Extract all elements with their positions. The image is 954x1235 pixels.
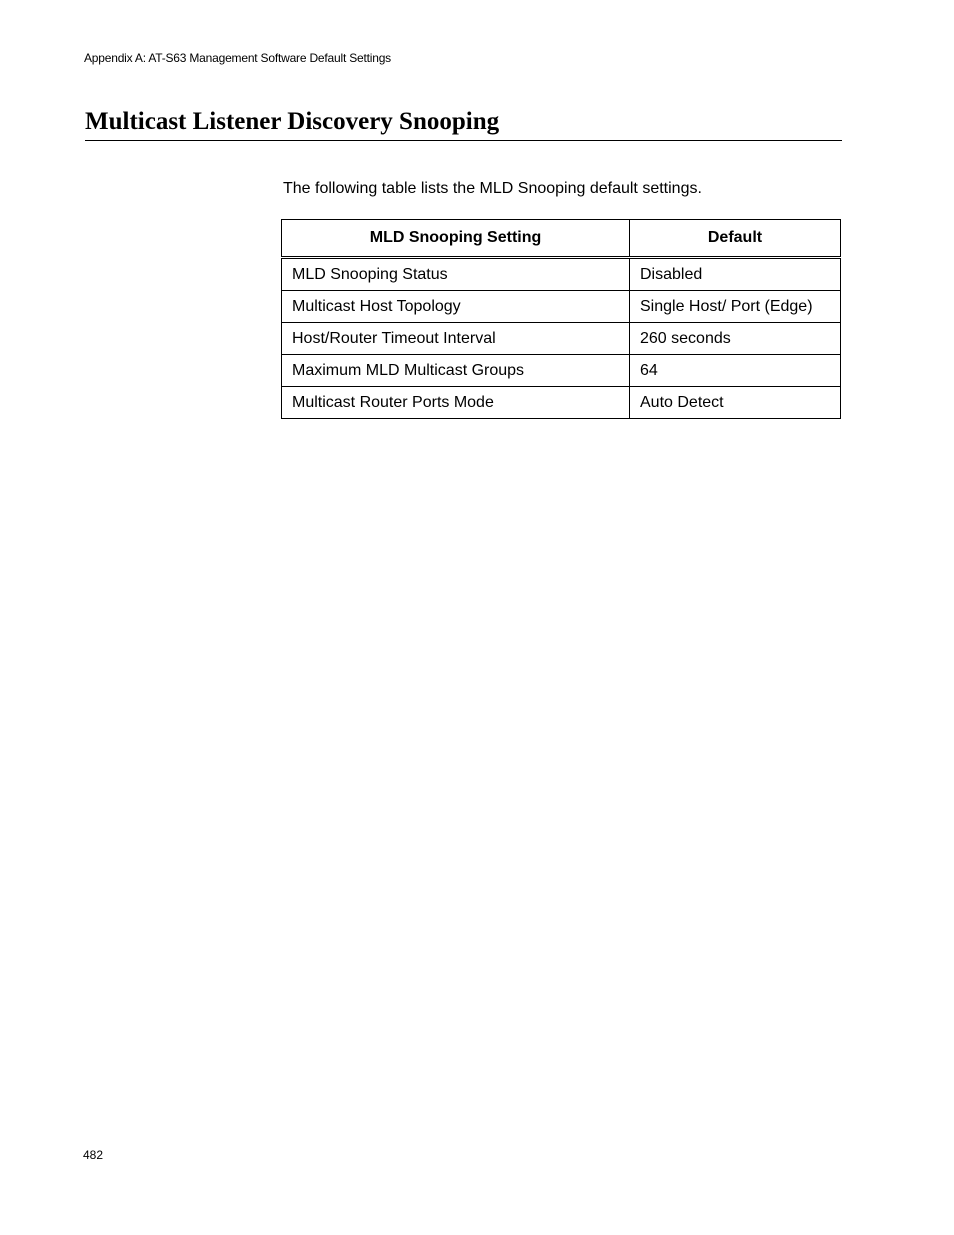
- column-header-default: Default: [630, 220, 841, 258]
- default-cell: 64: [630, 355, 841, 387]
- page-number: 482: [83, 1148, 104, 1162]
- default-cell: Single Host/ Port (Edge): [630, 291, 841, 323]
- title-rule: [85, 140, 842, 141]
- intro-paragraph: The following table lists the MLD Snooping default settings.: [283, 180, 702, 197]
- default-cell: Disabled: [630, 258, 841, 291]
- table-row: [282, 291, 841, 323]
- setting-cell: Maximum MLD Multicast Groups: [282, 355, 630, 387]
- setting-cell: MLD Snooping Status: [282, 258, 630, 291]
- setting-cell: Host/Router Timeout Interval: [282, 323, 630, 355]
- table-row: [282, 355, 841, 387]
- default-cell: 260 seconds: [630, 323, 841, 355]
- column-header-setting: MLD Snooping Setting: [282, 220, 630, 258]
- section-title: Multicast Listener Discovery Snooping: [85, 108, 500, 135]
- table-row: [282, 258, 841, 291]
- mld-defaults-table: [281, 219, 841, 419]
- table-row: [282, 387, 841, 419]
- table-header-row: [282, 220, 841, 258]
- setting-cell: Multicast Host Topology: [282, 291, 630, 323]
- setting-cell: Multicast Router Ports Mode: [282, 387, 630, 419]
- table-row: [282, 323, 841, 355]
- default-cell: Auto Detect: [630, 387, 841, 419]
- running-header: Appendix A: AT-S63 Management Software Default Settings: [84, 51, 391, 65]
